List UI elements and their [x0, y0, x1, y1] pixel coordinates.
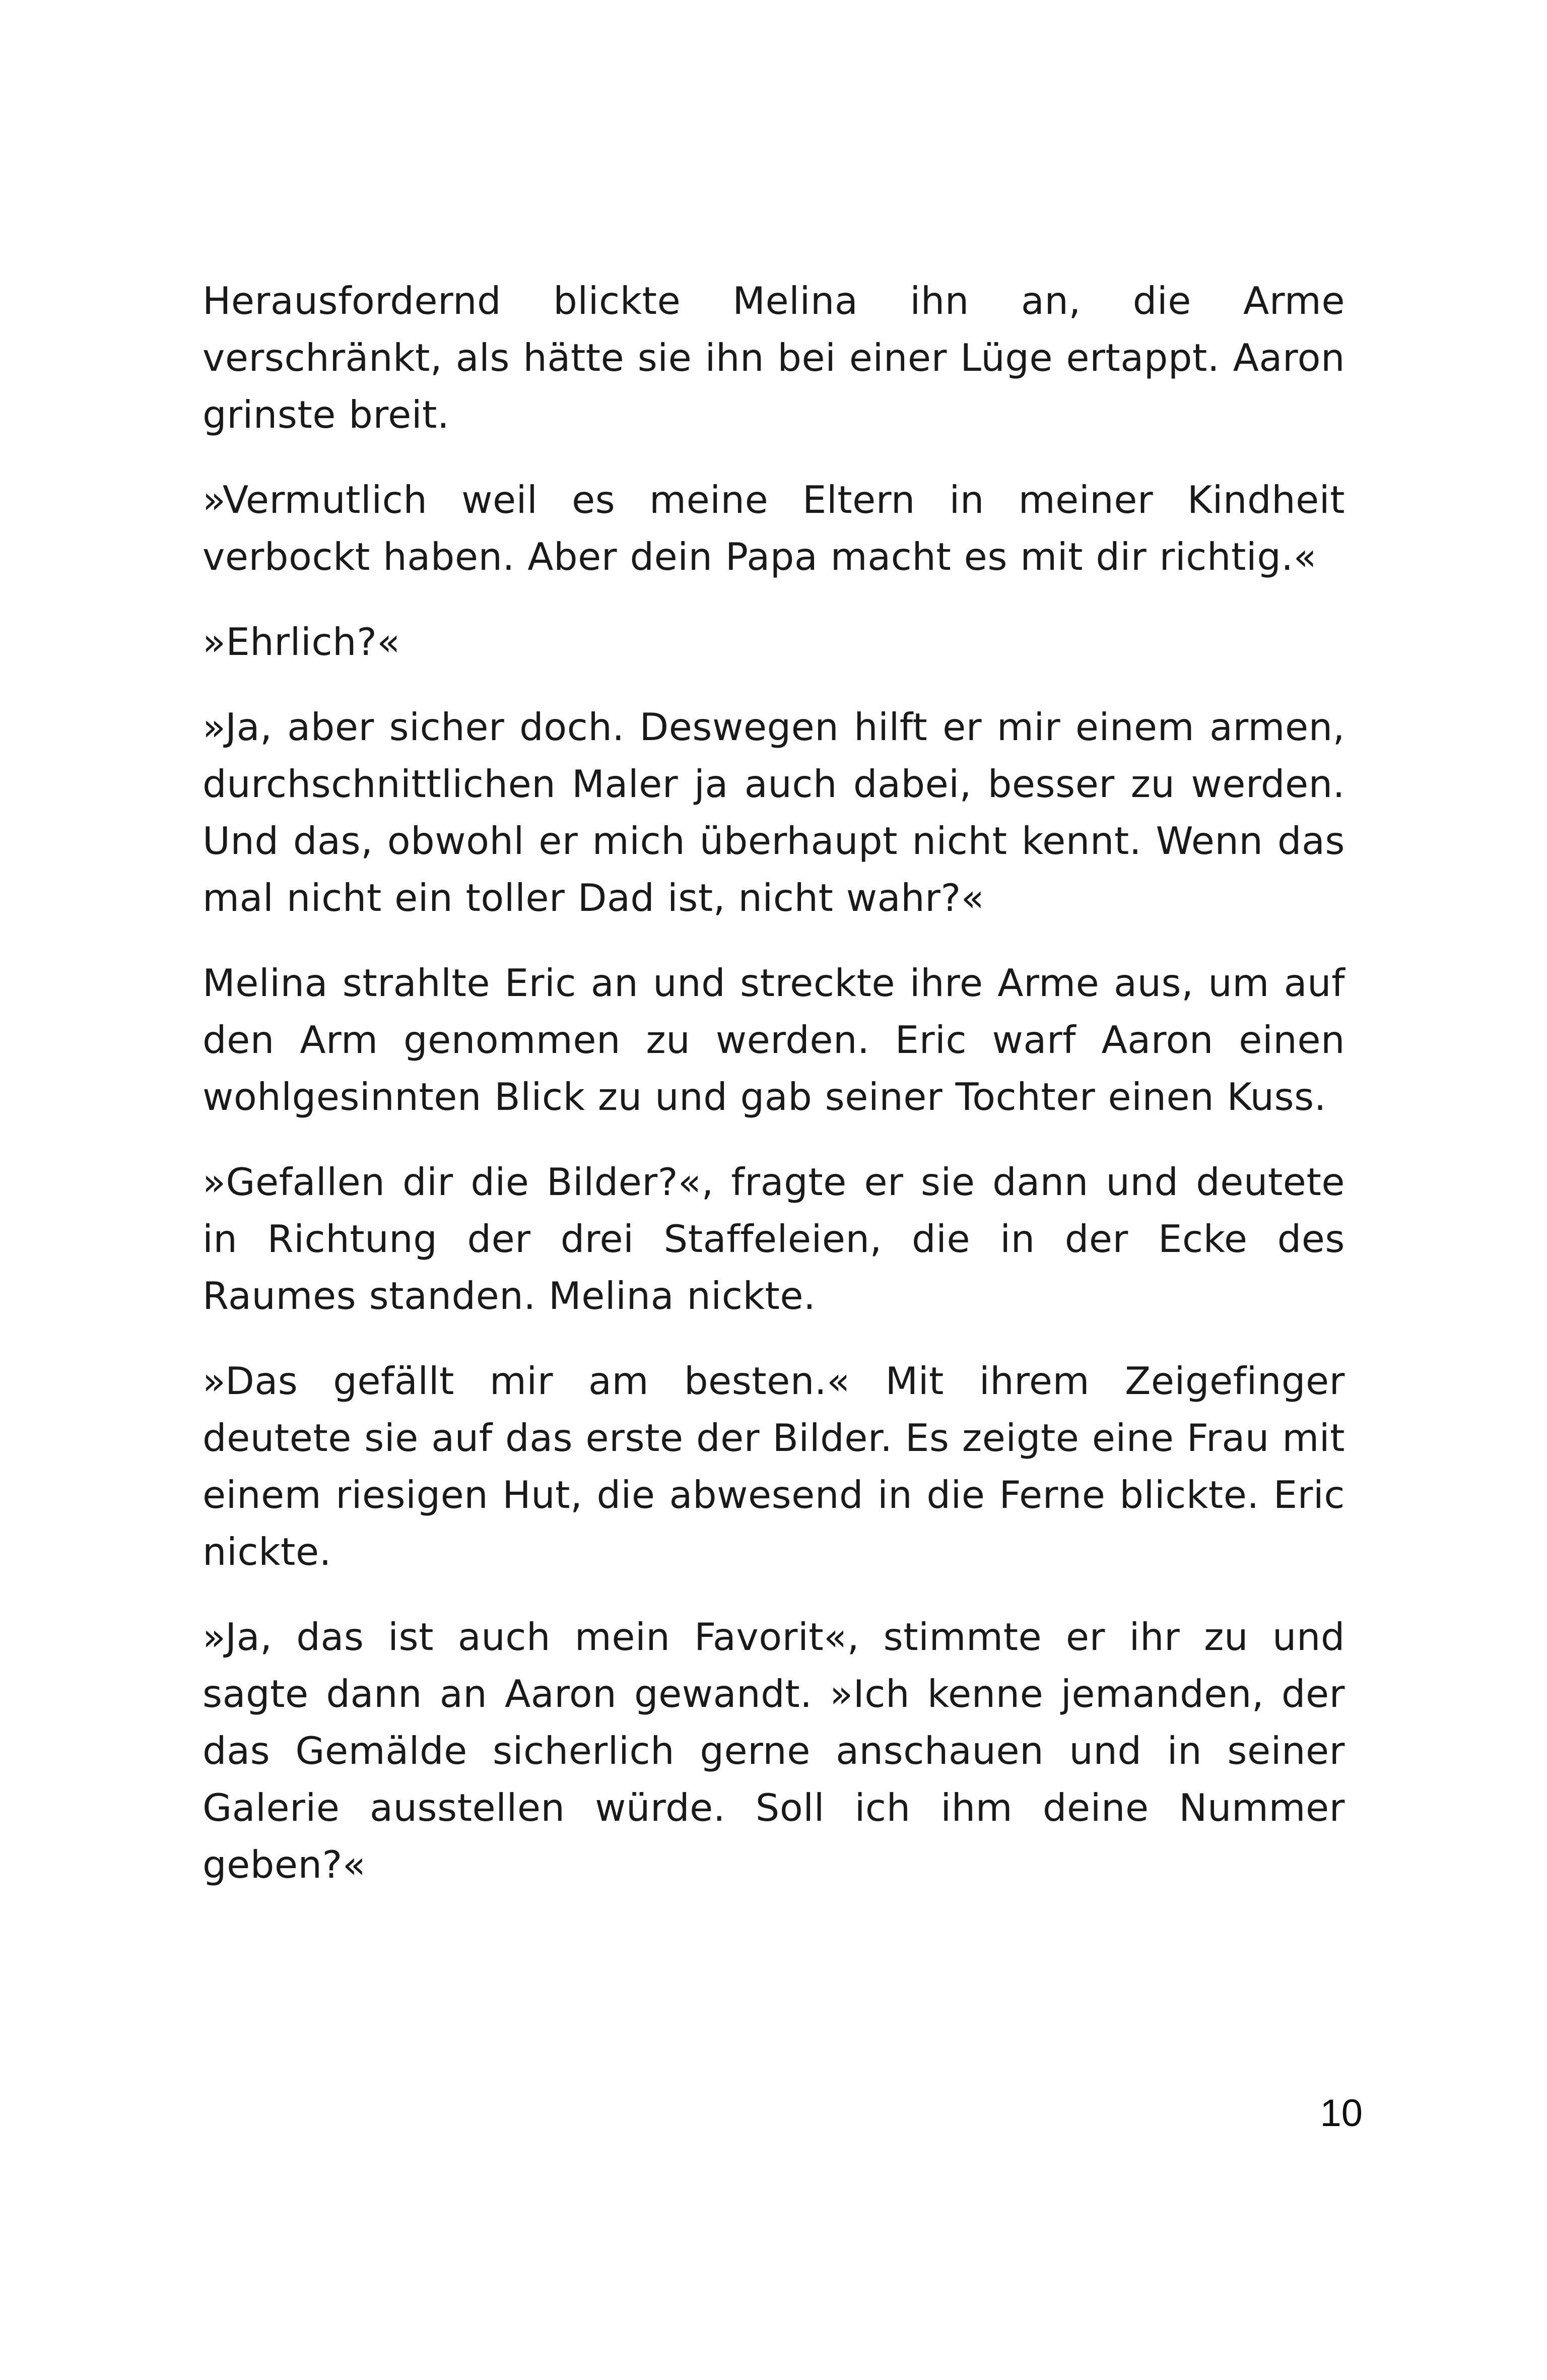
body-text — [203, 273, 1345, 1893]
paragraph: »Vermutlich weil es meine Eltern in meiner Kindheit verbockt haben. Aber dein Papa macht es mit dir richtig.« — [203, 478, 1345, 579]
paragraph: »Das gefällt mir am besten.« Mit ihrem Zeigefinger deutete sie auf das erste der Bilder. Es zeigte eine Frau mit einem riesigen Hut, die abwesend in die Ferne blickte. Eric nickte. — [203, 1359, 1345, 1574]
paragraph: Herausfordernd blickte Melina ihn an, die Arme verschränkt, als hätte sie ihn bei einer Lüge ertappt. Aaron grinste breit. — [203, 279, 1345, 437]
paragraph: »Ehrlich?« — [203, 620, 400, 664]
page-number: 10 — [1320, 2092, 1363, 2135]
paragraph: »Gefallen dir die Bilder?«, fragte er sie dann und deutete in Richtung der drei Staffeleien, die in der Ecke des Raumes standen. Melina nickte. — [203, 1160, 1345, 1318]
paragraph: »Ja, das ist auch mein Favorit«, stimmte er ihr zu und sagte dann an Aaron gewandt. »Ich kenne jemanden, der das Gemälde sicherlich gerne anschauen und in seiner Galerie ausstellen würde. Soll ich ihm deine Nummer geben?« — [203, 1615, 1345, 1887]
paragraph: »Ja, aber sicher doch. Deswegen hilft er mir einem armen, durchschnittlichen Maler ja auch dabei, besser zu werden. Und das, obwohl er mich überhaupt nicht kennt. Wenn das mal nicht ein toller Dad ist, nicht wahr?« — [203, 705, 1345, 920]
paragraph: Melina strahlte Eric an und streckte ihre Arme aus, um auf den Arm genommen zu werden. Eric warf Aaron einen wohlgesinnten Blick zu und gab seiner Tochter einen Kuss. — [203, 961, 1345, 1119]
